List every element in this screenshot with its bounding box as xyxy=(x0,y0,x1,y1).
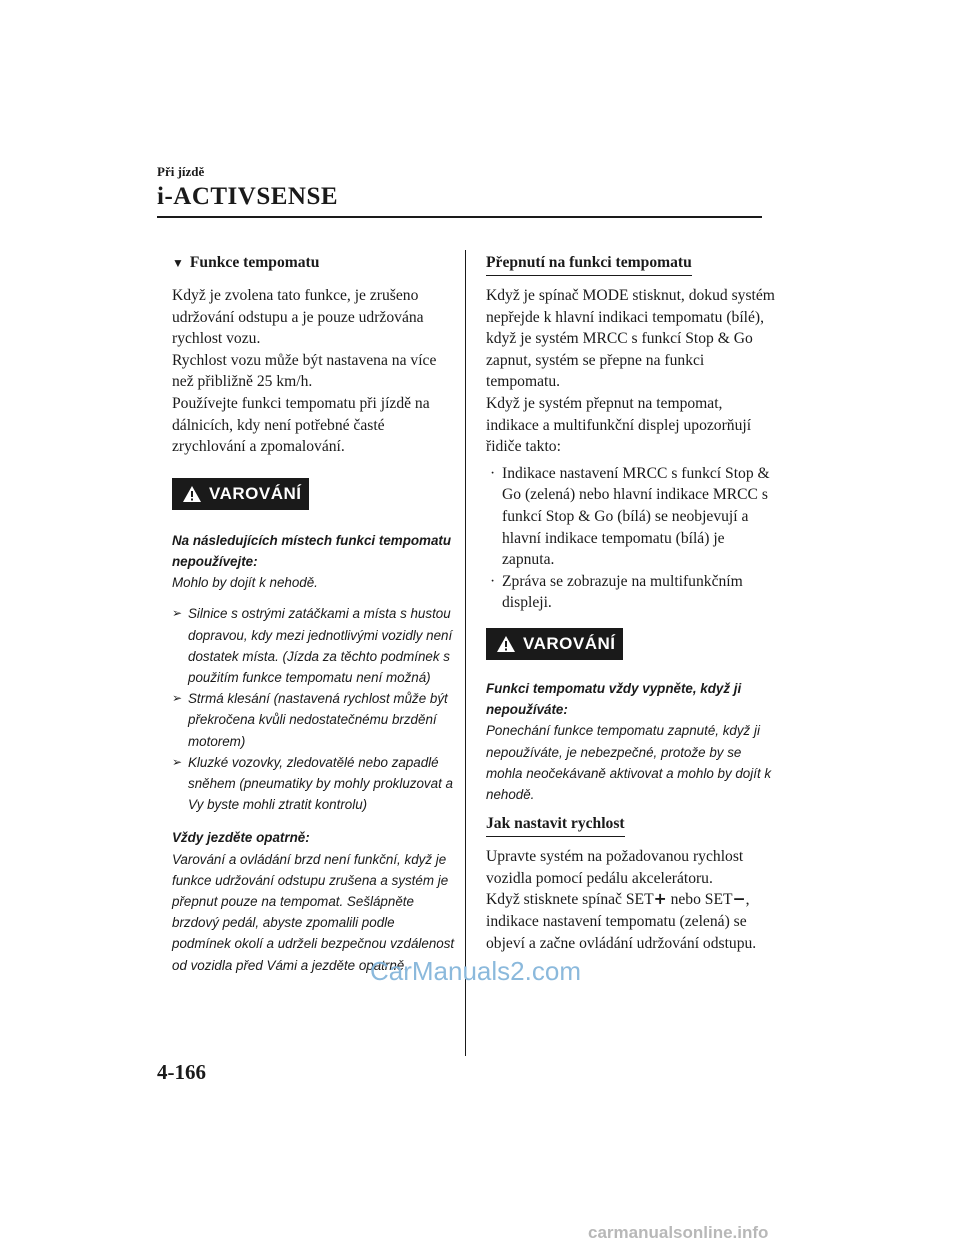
paragraph xyxy=(486,889,776,954)
warning-list xyxy=(172,603,455,815)
warning-lead: Vždy jezděte opatrně: xyxy=(172,830,310,846)
warning-triangle-icon xyxy=(182,485,202,503)
header-rule xyxy=(157,216,762,218)
paragraph-text: , indikace nastavení tempomatu (zelená) se objeví a začne ovládání udržování odstupu. xyxy=(486,891,757,952)
list-item-text: Kluzké vozovky, zledovatělé nebo zapadlé sněhem (pneumatiky by mohly prokluzovat a Vy byste mohli ztratit kontrolu) xyxy=(188,754,453,813)
bullet-icon: · xyxy=(490,464,496,482)
warning-text: Varování a ovládání brzd není funkční, když je funkce udržování odstupu zrušena a systém je přepnut pouze na tempomat. Sešlápněte brzdový pedál, abyste zpomalili podle podmínek okolí a udrželi bezpečnou vzdálenost od vozidla před Vámi a jezděte opatrně. xyxy=(172,851,455,973)
paragraph: Upravte systém na požadovanou rychlost vozidla pomocí pedálu akcelerátoru. xyxy=(486,848,744,887)
paragraph: Když je spínač MODE stisknut, dokud systém nepřejde k hlavní indikaci tempomatu (bílé), když je systém MRCC s funkcí Stop & Go zapnut, systém se přepne na funkci tempomatu. xyxy=(486,287,775,391)
list-item-text: Indikace nastavení MRCC s funkcí Stop & Go (zelená) nebo hlavní indikace MRCC s funkcí Stop & Go (bílá) se neobjevují a hlavní indikace tempomatu (bílá) je zapnuta. xyxy=(502,464,770,569)
list-item xyxy=(486,571,776,614)
warning-label: VAROVÁNÍ xyxy=(209,483,302,503)
arrow-icon: ➢ xyxy=(172,691,183,706)
subheading-text: Funkce tempomatu xyxy=(189,254,320,271)
section-heading: Přepnutí na funkci tempomatu xyxy=(486,254,692,276)
chapter-label: Při jízdě xyxy=(157,164,205,179)
column-divider xyxy=(465,250,466,1056)
left-column xyxy=(172,254,455,976)
list-item xyxy=(486,463,776,571)
bullet-icon: · xyxy=(490,572,496,590)
list-item-text: Strmá klesání (nastavená rychlost může být překročena kvůli nedostatečnému brzdění motorem) xyxy=(188,691,448,749)
section-title: i-ACTIVSENSE xyxy=(157,183,339,210)
minus-icon: − xyxy=(732,890,746,909)
warning-text: Mohlo by dojít k nehodě. xyxy=(172,575,318,591)
bullet-list xyxy=(486,463,776,614)
arrow-icon: ➢ xyxy=(172,754,183,769)
paragraph-text: nebo SET xyxy=(666,891,733,909)
paragraph-text: Když stisknete spínač SET xyxy=(486,891,654,909)
list-item xyxy=(172,603,455,688)
arrow-icon: ➢ xyxy=(172,606,183,621)
site-watermark: carmanualsonline.info xyxy=(588,1223,769,1242)
plus-icon: + xyxy=(653,890,667,909)
warning-label: VAROVÁNÍ xyxy=(523,633,616,653)
list-item xyxy=(172,688,455,752)
paragraph: Používejte funkci tempomatu při jízdě na dálnicích, kdy není potřebné časté zrychlování a zpomalování. xyxy=(172,394,430,456)
watermark: CarManuals2.com xyxy=(370,956,581,986)
page-number: 4-166 xyxy=(157,1060,206,1084)
paragraph: Když je systém přepnut na tempomat, indikace a multifunkční displej upozorňují řidiče takto: xyxy=(486,394,752,456)
triangle-down-icon: ▼ xyxy=(172,255,184,270)
warning-lead: Funkci tempomatu vždy vypněte, když ji nepoužíváte: xyxy=(486,680,742,718)
subheading xyxy=(172,254,455,272)
list-item-text: Zpráva se zobrazuje na multifunkčním displeji. xyxy=(502,572,743,612)
list-item xyxy=(172,752,455,816)
right-column xyxy=(486,254,776,954)
warning-lead: Na následujících místech funkci tempomatu nepoužívejte: xyxy=(172,532,452,569)
warning-badge xyxy=(172,478,309,510)
warning-badge xyxy=(486,628,623,660)
section-heading: Jak nastavit rychlost xyxy=(486,815,625,837)
list-item-text: Silnice s ostrými zatáčkami a místa s hustou dopravou, kdy mezi jednotlivými vozidly není dostatek místa. (Jízda za těchto podmínek s použitím funkce tempomatu není možná) xyxy=(188,606,453,685)
warning-text: Ponechání funkce tempomatu zapnuté, když ji nepoužíváte, je nebezpečné, protože by se mohla neočekávaně aktivovat a mohlo by dojít k nehodě. xyxy=(486,723,772,802)
warning-triangle-icon xyxy=(496,635,516,653)
paragraph: Když je zvolena tato funkce, je zrušeno udržování odstupu a je pouze udržována rychlost vozu. xyxy=(172,287,424,348)
paragraph: Rychlost vozu může být nastavena na více než přibližně 25 km/h. xyxy=(172,351,437,391)
